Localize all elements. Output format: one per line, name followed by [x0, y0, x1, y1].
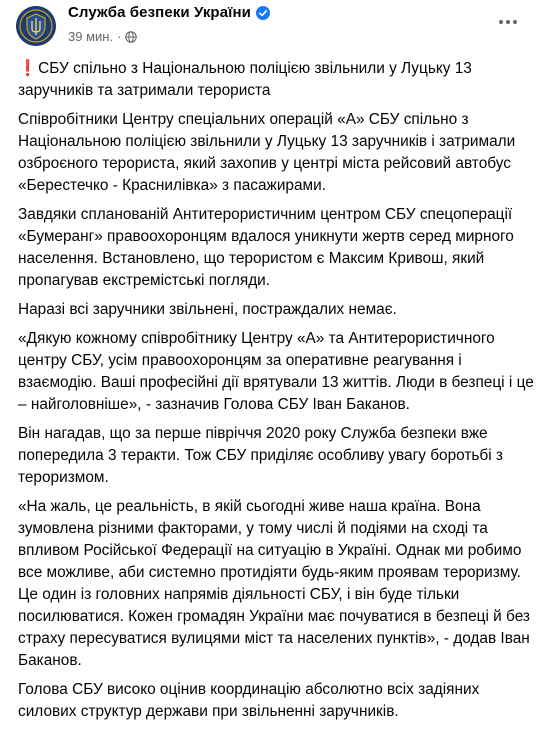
post-body [18, 58, 536, 730]
sbu-emblem-icon [16, 6, 56, 46]
more-options-button[interactable] [492, 10, 524, 34]
post-paragraph: Завдяки спланованій Антитерористичним центром СБУ спецоперації «Бумеранг» правоохоронцям вдалося уникнути жертв серед мирного населення. Встановлено, що терористом є Максим Кривош, який пропагував екстремістські погляди. [18, 206, 514, 289]
headline-text: СБУ спільно з Національною поліцією звільнили у Луцьку 13 заручників та затримали терориста [18, 60, 472, 99]
page-name[interactable]: Служба безпеки України [68, 4, 251, 21]
exclamation-icon: ❗ [18, 60, 38, 77]
post-paragraph: Співробітники Центру спеціальних операцій «А» СБУ спільно з Національною поліцією звільнили у Луцьку 13 заручників і затримали озброєного терориста, який захопив у центрі міста рейсовий автобус «Берестечко - Краснилівка» з пасажирами. [18, 111, 516, 194]
post-paragraph: Наразі всі заручники звільнені, постраждалих немає. [18, 301, 397, 318]
post-paragraph: Він нагадав, що за перше півріччя 2020 року Служба безпеки вже попередила 3 теракти. Тож СБУ приділяє особливу увагу боротьбі з тероризмом. [18, 425, 503, 486]
post-paragraph: «На жаль, це реальність, в якій сьогодні живе наша країна. Вона зумовлена різними факторами, у тому числі й подіями на сході та впливом Російської Федерації на ситуацію в Україні. Однак ми робимо все можливе, аби системно протидіяти будь-яким проявам тероризму. Це один із головних напрямів діяльності СБУ, і він буде тільки посилюватися. Кожен громадян України має почуватися в безпеці й без страху пересуватися вулицями міст та населених пунктів», - додав Іван Баканов. [18, 498, 530, 669]
globe-icon[interactable] [125, 31, 137, 43]
page-avatar[interactable] [16, 6, 56, 46]
post-paragraph: Голова СБУ високо оцінив координацію абсолютно всіх задіяних силових структур держави при звільненні заручників. [18, 681, 480, 720]
post-meta [68, 29, 137, 44]
page-name-row [68, 4, 270, 21]
meta-separator: · [117, 29, 122, 44]
post-header [8, 0, 528, 56]
post-paragraph: «Дякую кожному співробітнику Центру «А» та Антитерористичного центру СБУ, усім правоохоронцям за оперативне реагування і взаємодію. Ваші професійні дії врятували 13 життів. Люди в безпеці і це – найголовніше», - зазначив Голова СБУ Іван Баканов. [18, 330, 534, 413]
verified-badge-icon [256, 6, 270, 20]
more-horizontal-icon [498, 19, 518, 25]
post-headline [18, 58, 536, 102]
post-timestamp[interactable]: 39 мин. [68, 29, 114, 44]
